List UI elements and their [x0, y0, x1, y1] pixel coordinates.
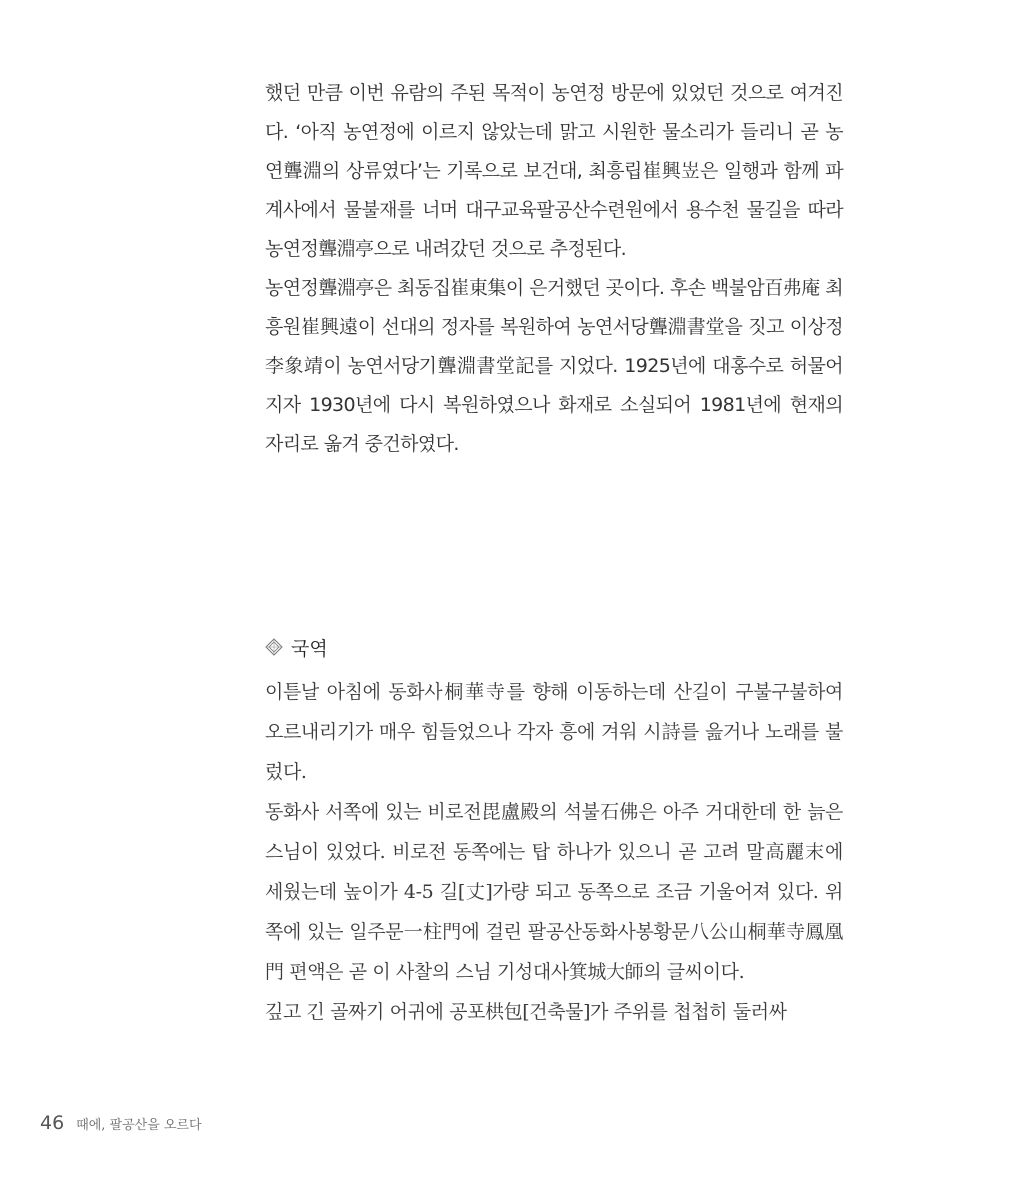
running-title: 때에, 팔공산을 오르다: [76, 1118, 202, 1133]
page-number: 46: [40, 1112, 65, 1134]
translation-text-block: [265, 672, 843, 1032]
body-text-block: [265, 74, 843, 464]
diamond-ornament-icon: [265, 638, 283, 656]
translation-paragraph: 깊고 긴 골짜기 어귀에 공포栱包[건축물]가 주위를 첩첩히 둘러싸: [265, 1001, 787, 1023]
translation-paragraph: 동화사 서쪽에 있는 비로전毘盧殿의 석불石佛은 아주 거대한데 한 늙은 스님이 있었다. 비로전 동쪽에는 탑 하나가 있으니 곧 고려 말高麗末에 세웠는데 높이가 4-5 길[丈]가량 되고 동쪽으로 조금 기울어져 있다. 위쪽에 있는 일주문一柱門에 걸린 팔공산동화사봉황문八公山桐華寺鳳凰門 편액은 곧 이 사찰의 스님 기성대사箕城大師의 글씨이다.: [265, 801, 843, 983]
body-paragraph: 했던 만큼 이번 유람의 주된 목적이 농연정 방문에 있었던 것으로 여겨진다. ‘아직 농연정에 이르지 않았는데 맑고 시원한 물소리가 들리니 곧 농연聾淵의 상류였다’는 기록으로 보건대, 최흥립崔興岦은 일행과 함께 파계사에서 물불재를 너머 대구교육팔공산수련원에서 용수천 물길을 따라 농연정聾淵亭으로 내려갔던 것으로 추정된다.: [265, 82, 843, 260]
section-title: 국역: [291, 637, 328, 660]
page-footer: [40, 1112, 202, 1134]
section-heading: [265, 632, 328, 662]
body-paragraph: 농연정聾淵亭은 최동집崔東集이 은거했던 곳이다. 후손 백불암百弗庵 최흥원崔興遠이 선대의 정자를 복원하여 농연서당聾淵書堂을 짓고 이상정李象靖이 농연서당기聾淵書堂記를 지었다. 1925년에 대홍수로 허물어지자 1930년에 다시 복원하였으나 화재로 소실되어 1981년에 현재의 자리로 옮겨 중건하였다.: [265, 277, 843, 455]
translation-paragraph: 이튿날 아침에 동화사桐華寺를 향해 이동하는데 산길이 구불구불하여 오르내리기가 매우 힘들었으나 각자 흥에 겨워 시詩를 읊거나 노래를 불렀다.: [265, 681, 843, 783]
